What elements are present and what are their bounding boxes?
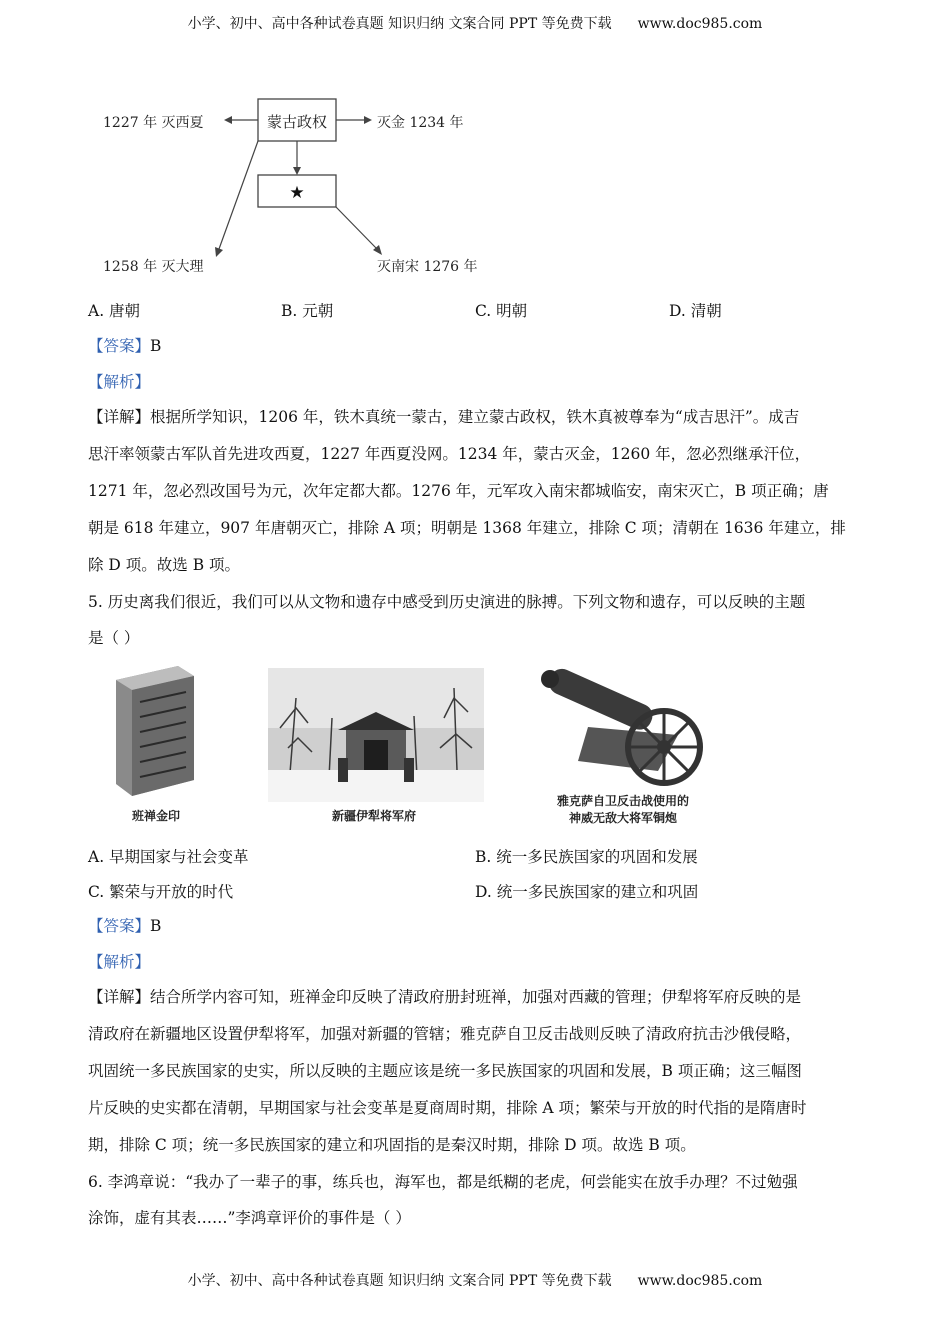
q5-detail-line-2: 清政府在新疆地区设置伊犁将军，加强对新疆的管辖；雅克萨自卫反击战则反映了清政府抗击沙俄侵略，	[88, 1025, 802, 1043]
q5-analysis-label: 【解析】	[88, 953, 151, 971]
q4-option-b: B. 元朝	[281, 302, 334, 320]
q5-stem-line-1: 5. 历史离我们很近，我们可以从文物和遗存中感受到历史演进的脉搏。下列文物和遗存，可以反映的主题	[88, 593, 806, 611]
q4-answer-value: B	[150, 337, 162, 355]
q5-option-b: B. 统一多民族国家的巩固和发展	[475, 848, 698, 866]
q6-stem-line-2: 涂饰，虚有其表……”李鸿章评价的事件是（ ）	[88, 1209, 411, 1227]
cannon-caption-line-2: 神威无敌大将军铜炮	[568, 811, 678, 825]
q5-answer	[88, 914, 161, 936]
q5-option-d: D. 统一多民族国家的建立和巩固	[475, 883, 699, 901]
q4-answer	[88, 334, 161, 356]
q5-detail-line-1: 【详解】结合所学内容可知，班禅金印反映了清政府册封班禅，加强对西藏的管理；伊犁将军府反映的是	[88, 988, 802, 1006]
q5-detail-line-4: 片反映的史实都在清朝，早期国家与社会变革是夏商周时期，排除 A 项；繁荣与开放的时代指的是隋唐时	[88, 1099, 807, 1117]
q4-option-c: C. 明朝	[475, 302, 528, 320]
q4-detail-line-2: 思汗率领蒙古军队首先进攻西夏，1227 年西夏没网。1234 年，蒙古灭金，1260 年，忽必烈继承汗位，	[88, 445, 811, 463]
footer-site: www.doc985.com	[637, 1273, 763, 1289]
q5-option-c: C. 繁荣与开放的时代	[88, 883, 234, 901]
footer-text: 小学、初中、高中各种试卷真题 知识归纳 文案合同 PPT 等免费下载	[187, 1273, 612, 1289]
q5-option-a: A. 早期国家与社会变革	[88, 848, 249, 866]
q4-option-a: A. 唐朝	[88, 302, 141, 320]
center-label: 蒙古政权	[266, 113, 328, 131]
panchen-golden-seal-image	[108, 662, 208, 827]
q4-analysis-label: 【解析】	[88, 373, 151, 391]
q5-answer-value: B	[150, 917, 162, 935]
mansion-caption: 新疆伊犁将军府	[331, 809, 417, 823]
label-nansong: 灭南宋 1276 年	[377, 259, 478, 275]
q5-answer-label: 【答案】	[88, 917, 151, 935]
cannon-image	[528, 665, 718, 830]
header-site: www.doc985.com	[637, 16, 763, 32]
cannon-caption-line-1: 雅克萨自卫反击战使用的	[556, 794, 690, 808]
seal-caption: 班禅金印	[131, 809, 181, 823]
q5-detail-line-5: 期，排除 C 项；统一多民族国家的建立和巩固指的是秦汉时期，排除 D 项。故选 B 项。	[88, 1136, 696, 1154]
q4-detail-line-3: 1271 年，忽必烈改国号为元，次年定都大都。1276 年，元军攻入南宋都城临安，南宋灭亡，B 项正确；唐	[88, 482, 829, 500]
label-dali: 1258 年 灭大理	[103, 259, 204, 275]
label-jin: 灭金 1234 年	[377, 115, 464, 131]
header-text: 小学、初中、高中各种试卷真题 知识归纳 文案合同 PPT 等免费下载	[187, 16, 612, 32]
page-footer	[0, 1270, 950, 1290]
q5-detail-line-3: 巩固统一多民族国家的史实，所以反映的主题应该是统一多民族国家的巩固和发展，B 项正确；这三幅图	[88, 1062, 802, 1080]
q4-answer-label: 【答案】	[88, 337, 151, 355]
q4-detail-line-4: 朝是 618 年建立，907 年唐朝灭亡，排除 A 项；明朝是 1368 年建立，排除 C 项；清朝在 1636 年建立，排	[88, 519, 846, 537]
label-xixia: 1227 年 灭西夏	[103, 115, 204, 131]
mongol-conquest-diagram	[95, 85, 515, 285]
q5-stem-line-2: 是（ ）	[88, 629, 140, 647]
page-header	[0, 13, 950, 33]
q5-detail-label: 【详解】	[88, 988, 151, 1006]
ili-general-mansion-image	[268, 668, 484, 828]
q4-detail-line-1: 【详解】根据所学知识，1206 年，铁木真统一蒙古，建立蒙古政权，铁木真被尊奉为“成吉思汗”。成吉	[88, 408, 800, 426]
q4-option-d: D. 清朝	[669, 302, 722, 320]
q4-detail-line-5: 除 D 项。故选 B 项。	[88, 556, 241, 574]
q4-detail-label: 【详解】	[88, 408, 151, 426]
q6-stem-line-1: 6. 李鸿章说：“我办了一辈子的事，练兵也，海军也，都是纸糊的老虎，何尝能实在放手办理？不过勉强	[88, 1173, 798, 1191]
star-icon: ★	[289, 183, 305, 203]
